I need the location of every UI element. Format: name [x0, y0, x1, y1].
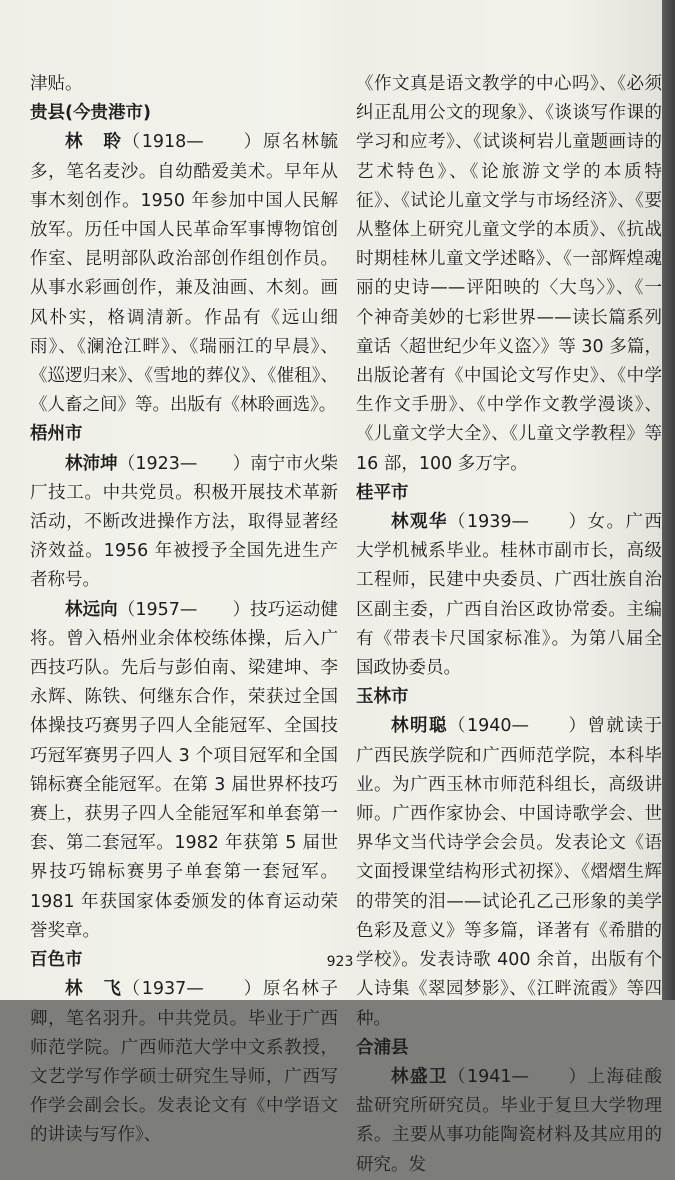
entry-text: （1918— ）原名林毓多，笔名麦沙。自幼酷爱美术。早年从事木刻创作。1950 年参加中国人民解放军。历任中国人民革命军事博物馆创作室、昆明部队政治部创作组创作员。从事水彩画创作，兼及油画、木刻。画风朴实，格调清新。作品有《远山细雨》、《澜沧江畔》、《瑞丽江的早晨》、《巡逻归来》、《雪地的葬仪》、《催租》、《人畜之间》等。出版有《林聆画选》。 [30, 132, 339, 416]
page-number: 923 [326, 954, 354, 970]
section-heading: 玉林市 [356, 687, 409, 708]
section-heading: 合浦县 [356, 1037, 409, 1058]
person-name: 林沛坤 [65, 453, 118, 474]
left-column [30, 70, 338, 1151]
right-column [356, 70, 662, 1180]
page-edge [662, 0, 675, 1000]
person-name: 林远向 [65, 599, 118, 620]
entry-text: （1923— ）南宁市火柴厂技工。中共党员。积极开展技术革新活动，不断改进操作方法，取得显著经济效益。1956 年被授予全国先进生产者称号。 [30, 453, 339, 591]
paragraph-text: 《作文真是语文教学的中心吗》、《必须纠正乱用公文的现象》、《谈谈写作课的学习和应考》、《试谈柯岩儿童题画诗的艺术特色》、《论旅游文学的本质特征》、《试论儿童文学与市场经济》、《要从整体上研究儿童文学的本质》、《抗战时期桂林儿童文学述略》、《一部辉煌魂丽的史诗——评阳映的〈大鸟〉》、《一个神奇美妙的七彩世界——读长篇系列童话〈超世纪少年义盗〉》等 30 多篇，出版论著有《中国论文写作史》、《中学生作文手册》、《中学作文教学漫谈》、《儿童文学大全》、《儿童文学教程》等 16 部，100 多万字。 [356, 74, 662, 474]
entry-text: （1941— ）上海硅酸盐研究所研究员。毕业于复旦大学物理系。主要从事功能陶瓷材料及其应用的研究。发 [356, 1066, 663, 1175]
entry-text: （1937— ）原名林子卿，笔名羽升。中共党员。毕业于广西师范学院。广西师范大学中文系教授，文艺学写作学硕士研究生导师，广西写作学会副会长。发表论文有《中学语文的讲读与写作》、 [30, 979, 339, 1146]
entry-text: （1957— ）技巧运动健将。曾入梧州业余体校练体操，后入广西技巧队。先后与彭伯南、梁建坤、李永辉、陈铁、何继东合作，荣获过全国体操技巧赛男子四人全能冠军、全国技巧冠军赛男子四人 3 个项目冠军和全国锦标赛全能冠军。在第 3 届世界杯技巧赛上，获男子四人全能冠军和单套第一套、第二套冠军。1982 年获第 5 届世界技巧锦标赛男子单套第一套冠军。1981 年获国家体委颁发的体育运动荣誉奖章。 [30, 599, 339, 941]
biography-entry [356, 1063, 662, 1180]
biography-entry [30, 450, 338, 596]
biography-entry [356, 712, 662, 1033]
section-heading: 桂平市 [356, 482, 409, 503]
person-name: 林 飞 [65, 979, 123, 1000]
section-heading: 梧州市 [30, 424, 83, 445]
entry-text: （1940— ）曾就读于广西民族学院和广西师范学院，本科毕业。为广西玉林市师范科组长，高级讲师。广西作家协会、中国诗歌学会、世界华文当代诗学会会员。发表论文《语文面授课堂结构形式初探》、《熠熠生辉的带笑的泪——试论孔乙己形象的美学色彩及意义》等多篇，译著有《希腊的学校》。发表诗歌 400 余首，出版有个人诗集《翠园梦影》、《江畔流霞》等四种。 [356, 716, 663, 1029]
entry-text: （1939— ）女。广西大学机械系毕业。桂林市副市长，高级工程师，民建中央委员、广西壮族自治区副主委，广西自治区政协常委。主编有《带表卡尺国家标准》。为第八届全国政协委员。 [356, 512, 663, 679]
person-name: 林 聆 [65, 132, 123, 153]
section-heading: 贵县(今贵港市) [30, 103, 151, 124]
person-name: 林观华 [391, 512, 448, 533]
paragraph-text: 津贴。 [30, 74, 83, 94]
biography-entry [30, 128, 338, 420]
biography-entry [30, 975, 338, 1150]
person-name: 林明聪 [391, 716, 448, 737]
biography-entry [356, 508, 662, 683]
biography-entry [30, 596, 338, 946]
section-heading: 百色市 [30, 950, 83, 971]
person-name: 林盛卫 [391, 1066, 448, 1087]
